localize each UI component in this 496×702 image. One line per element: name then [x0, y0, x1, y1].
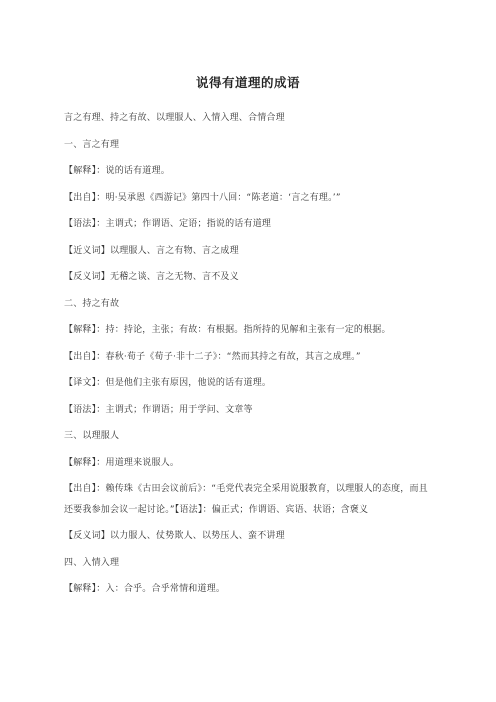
grammar-line: 【语法】：主谓式；作谓语；用于学问、文章等 [64, 404, 253, 415]
intro-line: 言之有理、持之有故、以理服人、入情入理、合情合理 [64, 113, 285, 123]
section-heading: 一、言之有理 [64, 139, 120, 150]
section-heading: 二、持之有故 [64, 298, 120, 309]
source-paragraph: 【出自】：赖传珠《古田会议前后》：“毛党代表完全采用说服教育，以理服人的态度，而且还要我参加会议一起讨论。”【语法】：偏正式；作谓语、宾语、状语；含褒义 [64, 484, 428, 515]
antonym-line: 【反义词】以力服人、仗势欺人、以势压人、蛮不讲理 [64, 531, 285, 541]
translation-line: 【译文】：但是他们主张有原因，他说的话有道理。 [64, 378, 272, 388]
source-line: 【出自】：春秋·荀子《荀子·非十二子》：“然而其持之有故，其言之成理。” [64, 351, 361, 362]
section-heading: 三、以理服人 [64, 431, 120, 441]
antonym-line: 【反义词】无稽之谈、言之无物、言不及义 [64, 272, 239, 282]
explanation-line: 【解释】：用道理来说服人。 [64, 457, 180, 468]
section-heading: 四、入情入理 [64, 557, 120, 568]
document-title: 说得有道理的成语 [195, 75, 300, 90]
explanation-line: 【解释】：持：持论，主张；有故：有根据。指所持的见解和主张有一定的根据。 [64, 325, 391, 335]
synonym-line: 【近义词】以理服人、言之有物、言之成理 [64, 245, 239, 256]
grammar-line: 【语法】：主谓式；作谓语、定语；指说的话有道理 [64, 219, 272, 229]
explanation-line: 【解释】：说的话有道理。 [64, 166, 170, 176]
document-body [64, 112, 430, 610]
source-line: 【出自】：明·吴承恩《西游记》第四十八回：“陈老道：‘言之有理。’” [64, 192, 341, 203]
explanation-line: 【解释】：入：合乎。合乎常情和道理。 [64, 584, 226, 594]
